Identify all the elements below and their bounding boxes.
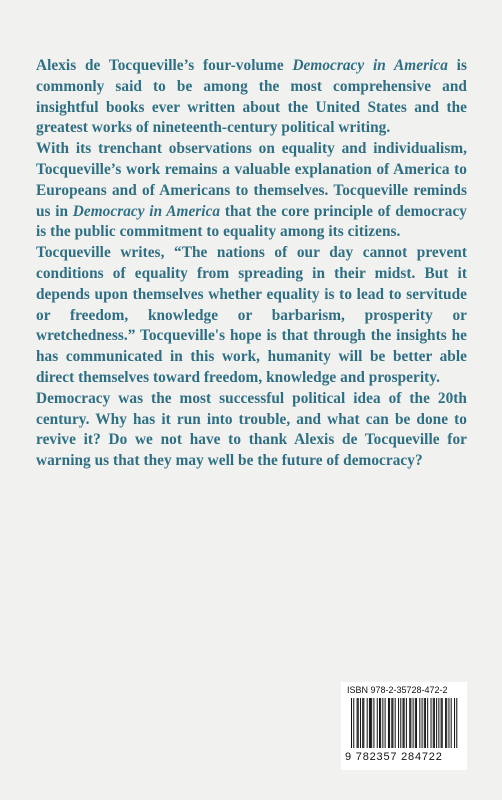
barcode-bar — [369, 698, 370, 748]
barcode-bar — [431, 698, 432, 748]
blurb-text — [36, 56, 467, 472]
barcode-bar — [380, 698, 381, 748]
barcode-bar — [358, 698, 359, 748]
barcode-bar — [360, 698, 361, 748]
blurb-paragraph-1 — [36, 56, 467, 139]
blurb-text-segment: Alexis de Tocqueville’s four-volume — [36, 57, 293, 74]
barcode-box — [341, 682, 467, 770]
barcode-bar — [425, 698, 426, 748]
barcode-bar — [404, 698, 405, 748]
barcode-bar — [422, 698, 423, 748]
barcode-bar — [436, 698, 437, 748]
barcode-bar — [377, 698, 378, 748]
barcode-bar — [427, 698, 428, 748]
barcode-bar — [451, 698, 452, 748]
blurb-paragraph-3 — [36, 243, 467, 389]
barcode-bar — [391, 698, 392, 748]
barcode-bar — [357, 698, 358, 748]
barcode-bar — [442, 698, 443, 748]
barcode-bar — [448, 698, 449, 748]
barcode-bar — [433, 698, 434, 748]
barcode-bar — [413, 698, 414, 748]
book-title-italic: Democracy in America — [72, 202, 221, 220]
barcode-bar — [382, 698, 383, 748]
barcode-bar — [454, 698, 455, 748]
barcode-bar — [400, 698, 401, 748]
barcode-bar — [388, 698, 389, 748]
isbn-label: ISBN 978-2-35728-472-2 — [347, 685, 448, 695]
book-title-italic: Democracy in America — [292, 57, 448, 74]
blurb-text-segment: Tocqueville writes, “The nations of our day cannot prevent conditions of equality from spreading in their midst. But it depends upon themselves whether equality is to lead to servitude or freedom, knowledge or barbarism, prosperity or wretchedness.” Tocqueville's hope is that through the insights he has communicated in this work, humanity will be better able direct themselves toward freedom, knowledge and prosperity. — [36, 244, 467, 386]
barcode-number: 9 782357 284722 — [345, 751, 443, 763]
barcode-bar — [416, 698, 417, 748]
barcode-bar — [409, 698, 410, 748]
barcode-bar — [373, 698, 374, 748]
barcode-bar — [363, 698, 364, 748]
barcode-bar — [395, 698, 396, 748]
barcode-bar — [371, 698, 372, 748]
barcode-bar — [385, 698, 386, 748]
barcode-bars — [347, 698, 461, 748]
barcode-bar — [446, 698, 447, 748]
barcode-bar — [438, 698, 439, 748]
blurb-text-segment: is commonly said to be among the most comprehensive and insightful books ever written about the United States and the greatest works of nineteenth-century political writing. — [36, 57, 467, 137]
blurb-text-segment: Democracy was the most successful political idea of the 20th century. Why has it run into trouble, and what can be done to revive it? Do we not have to thank Alexis de Tocqueville for warning us that they may well be the future of democracy? — [36, 389, 467, 470]
barcode-bar — [410, 698, 411, 748]
barcode-bar — [351, 698, 352, 748]
blurb-text-segment: With its trenchant observations on equality and individualism, Tocqueville’s work remains a valuable explanation of America to Europeans and of Americans to themselves. Tocqueville reminds us in — [36, 140, 467, 220]
barcode-bar — [445, 698, 446, 748]
barcode-bar — [403, 698, 404, 748]
barcode-bar — [415, 698, 416, 748]
barcode-bar — [406, 698, 407, 748]
barcode-bar — [419, 698, 420, 748]
blurb-text-segment: that the core principle of democracy is the public commitment to equality among its citizens. — [36, 202, 467, 241]
barcode-bar — [441, 698, 442, 748]
barcode-bar — [389, 698, 390, 748]
barcode-bar — [392, 698, 393, 748]
barcode-bar — [370, 698, 371, 748]
barcode-bar — [353, 698, 354, 748]
barcode-bar — [434, 698, 435, 748]
barcode-bar — [398, 698, 399, 748]
barcode-bar — [367, 698, 368, 748]
blurb-paragraph-4 — [36, 389, 467, 472]
barcode-bar — [379, 698, 380, 748]
blurb-paragraph-2 — [36, 139, 467, 243]
barcode-bar — [456, 698, 457, 748]
barcode-bar — [362, 698, 363, 748]
barcode-bar — [424, 698, 425, 748]
